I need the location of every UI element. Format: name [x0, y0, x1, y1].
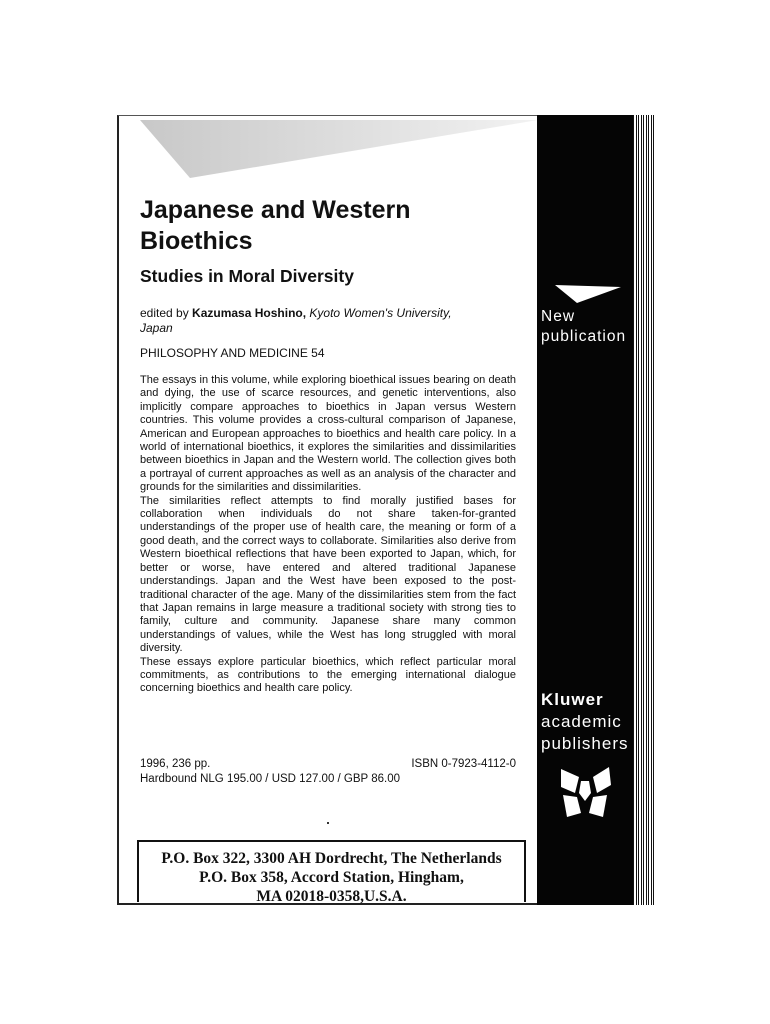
address-line-1: P.O. Box 322, 3300 AH Dordrecht, The Netherlands [161, 850, 502, 867]
publisher-name [541, 689, 629, 755]
decorative-wedge [140, 118, 540, 180]
book-subtitle: Studies in Moral Diversity [140, 266, 354, 286]
down-triangle-icon [555, 285, 623, 305]
title-line-2: Bioethics [140, 227, 253, 255]
new-label: New [541, 308, 576, 325]
publication-info [140, 757, 516, 786]
stray-dot [327, 822, 329, 824]
publisher-line-1: Kluwer [541, 690, 604, 709]
address-line-2: P.O. Box 358, Accord Station, Hingham, [199, 869, 464, 886]
publisher-line-3: publishers [541, 734, 629, 753]
editor-name: Kazumasa Hoshino, [192, 306, 307, 320]
address-box [137, 840, 526, 905]
address-line-3: MA 02018-0358,U.S.A. [256, 888, 407, 905]
description-paragraph-3: These essays explore particular bioethics, which reflect particular moral commitments, as contributions to the emerging international dialogue concerning bioethics and health care policy. [140, 655, 516, 695]
new-publication-label [541, 307, 626, 347]
title-line-1: Japanese and Western [140, 196, 411, 224]
description-paragraph-1: The essays in this volume, while exploring bioethical issues bearing on death and dying, the use of scarce resources, and genetic interventions, also implicitly compare approaches to bioethics in Japan versus Western countries. This volume provides a cross-cultural comparison of Japanese, American and European approaches to bioethics and health care policy. In a world of international bioethics, it explores the similarities and dissimilarities between bioethics in Japan and the Western world. The collection gives both a portrayal of current approaches as well as an analysis of the character and grounds for the similarities and dissimilarities. [140, 374, 516, 494]
edited-by-label: edited by [140, 306, 189, 320]
kluwer-logo-icon [557, 763, 613, 819]
book-description [140, 374, 516, 696]
price: Hardbound NLG 195.00 / USD 127.00 / GBP 86.00 [140, 772, 400, 785]
striped-edge [633, 115, 654, 905]
series-name: PHILOSOPHY AND MEDICINE 54 [140, 346, 325, 360]
editor-credit [140, 306, 515, 336]
description-paragraph-2: The similarities reflect attempts to find morally justified bases for collaboration when individuals do not share taken-for-granted understandings of the proper use of health care, the meaning or form of a good death, and the correct ways to collaborate. Similarities also derive from Western bioethical reflections that have been exported to Japan, which, for better or worse, have entered and altered traditional Japanese understandings. Japan and the West have been exposed to the post-traditional character of the age. Many of the dissimilarities stem from the fact that Japan remains in large measure a traditional society with strong ties to family, culture and community. Japanese share many common understandings of values, while the West has long struggled with moral diversity. [140, 494, 516, 655]
book-title [140, 195, 520, 257]
publisher-line-2: academic [541, 712, 622, 731]
editor-affiliation: Kyoto Women's University, [309, 306, 452, 320]
isbn: ISBN 0-7923-4112-0 [411, 758, 516, 770]
editor-country: Japan [140, 321, 173, 335]
year-pages: 1996, 236 pp. [140, 758, 211, 770]
publication-label: publication [541, 328, 627, 345]
